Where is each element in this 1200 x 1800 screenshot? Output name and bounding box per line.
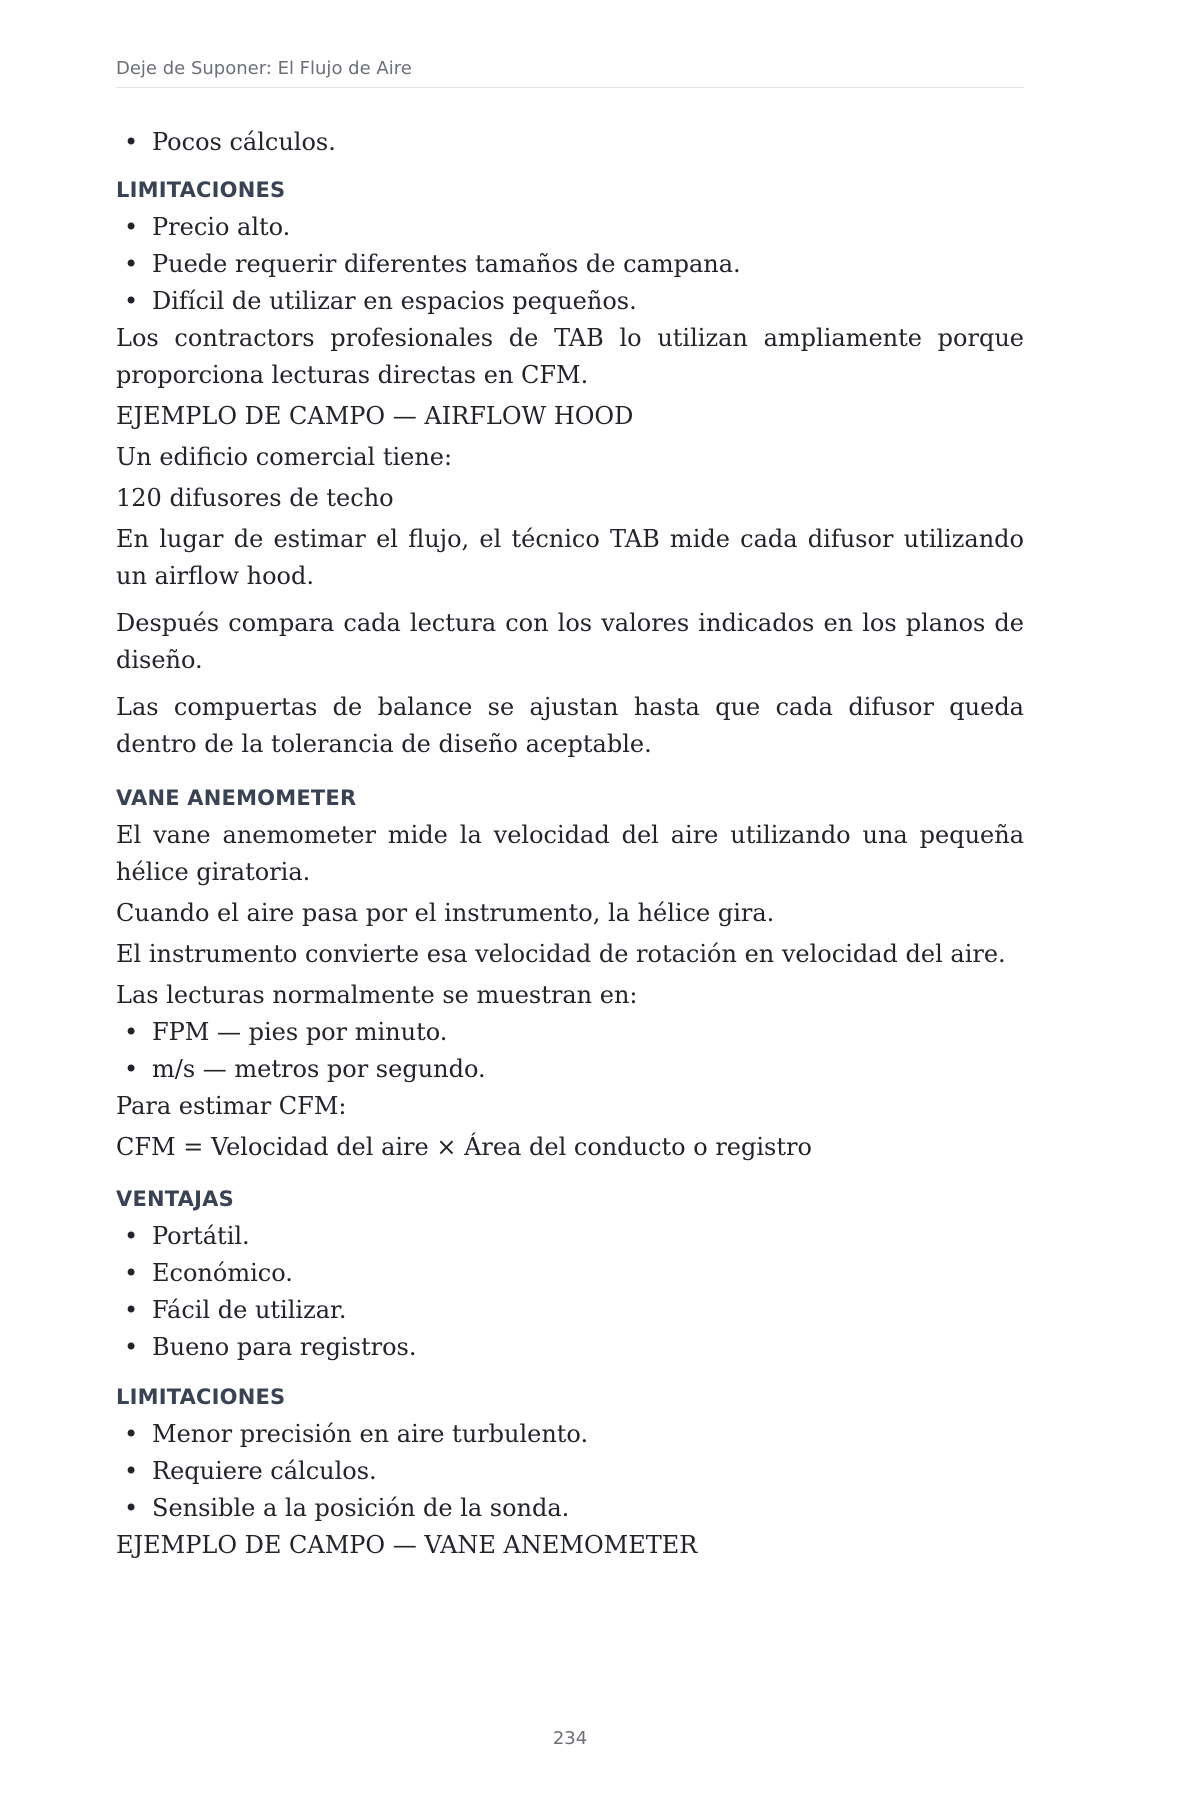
page-content	[116, 124, 1024, 1564]
list-item: • m/s — metros por segundo.	[116, 1051, 1024, 1088]
list-item: • Sensible a la posición de la sonda.	[116, 1490, 1024, 1527]
section-heading-limitaciones: LIMITACIONES	[116, 178, 286, 202]
limitaciones-bullet-list	[116, 209, 1024, 320]
example-title: EJEMPLO DE CAMPO — VANE ANEMOMETER	[116, 1531, 698, 1559]
ventajas-bullet-list	[116, 1218, 1024, 1366]
section-heading-vane-anemometer: VANE ANEMOMETER	[116, 786, 357, 810]
list-item: • FPM — pies por minuto.	[116, 1014, 1024, 1051]
limitaciones-bullet-list	[116, 1416, 1024, 1527]
paragraph: Un edificio comercial tiene:	[116, 443, 453, 471]
list-item: • Pocos cálculos.	[116, 124, 1024, 161]
paragraph: En lugar de estimar el flujo, el técnico TAB mide cada difusor utilizando un airflow hood.	[116, 525, 1024, 590]
document-page	[116, 0, 1024, 1800]
section-heading-ventajas: VENTAJAS	[116, 1187, 234, 1211]
paragraph: Para estimar CFM:	[116, 1092, 347, 1120]
section-heading-limitaciones: LIMITACIONES	[116, 1385, 286, 1409]
units-bullet-list	[116, 1014, 1024, 1088]
formula: CFM = Velocidad del aire × Área del conducto o registro	[116, 1133, 812, 1161]
list-item: • Precio alto.	[116, 209, 1024, 246]
list-item: • Difícil de utilizar en espacios pequeños.	[116, 283, 1024, 320]
example-title: EJEMPLO DE CAMPO — AIRFLOW HOOD	[116, 402, 634, 430]
paragraph: El instrumento convierte esa velocidad de rotación en velocidad del aire.	[116, 940, 1006, 968]
intro-bullet-list	[116, 124, 1024, 161]
paragraph: Cuando el aire pasa por el instrumento, la hélice gira.	[116, 899, 775, 927]
paragraph: Los contractors profesionales de TAB lo utilizan ampliamente porque proporciona lecturas directas en CFM.	[116, 324, 1024, 389]
paragraph: Las lecturas normalmente se muestran en:	[116, 981, 638, 1009]
running-header: Deje de Suponer: El Flujo de Aire	[116, 58, 1024, 88]
list-item: • Menor precisión en aire turbulento.	[116, 1416, 1024, 1453]
paragraph: Después compara cada lectura con los valores indicados en los planos de diseño.	[116, 609, 1024, 674]
paragraph: Las compuertas de balance se ajustan hasta que cada difusor queda dentro de la tolerancia de diseño aceptable.	[116, 693, 1024, 758]
paragraph: El vane anemometer mide la velocidad del aire utilizando una pequeña hélice giratoria.	[116, 821, 1024, 886]
list-item: • Puede requerir diferentes tamaños de campana.	[116, 246, 1024, 283]
list-item: • Requiere cálculos.	[116, 1453, 1024, 1490]
page-number: 234	[552, 1728, 588, 1749]
list-item: • Fácil de utilizar.	[116, 1292, 1024, 1329]
list-item: • Bueno para registros.	[116, 1329, 1024, 1366]
paragraph: 120 difusores de techo	[116, 484, 394, 512]
list-item: • Económico.	[116, 1255, 1024, 1292]
list-item: • Portátil.	[116, 1218, 1024, 1255]
